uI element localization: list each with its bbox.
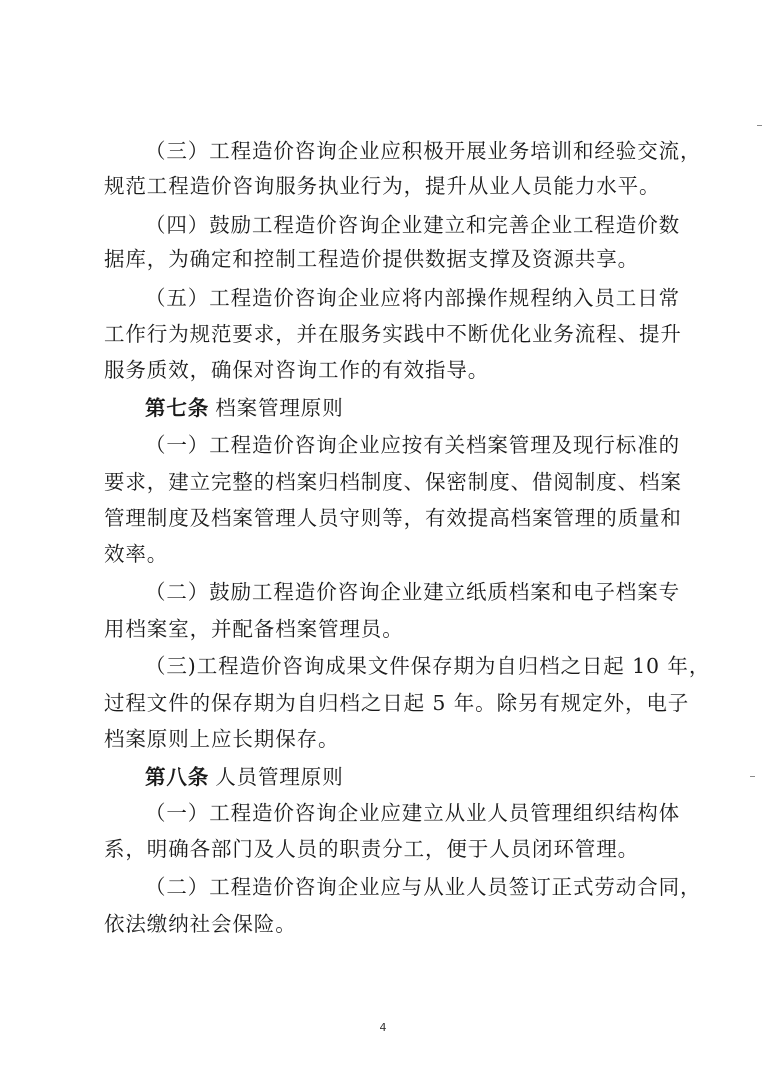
text-line: 规范工程造价咨询服务执业行为，提升从业人员能力水平。 [104, 174, 661, 198]
scan-artifact [750, 776, 755, 777]
text-line: 管理制度及档案管理人员守则等，有效提高档案管理的质量和 [104, 506, 682, 530]
text-line: 依法缴纳社会保险。 [104, 912, 297, 936]
scan-artifact [757, 125, 762, 126]
page-number: 4 [379, 1021, 387, 1034]
article-7-title: 档案管理原则 [215, 396, 344, 420]
text-line: （三)工程造价咨询成果文件保存期为自归档之日起 10 年， [145, 654, 711, 678]
text-line: 过程文件的保存期为自归档之日起 5 年。除另有规定外，电子 [104, 691, 690, 715]
article-8-heading [145, 764, 344, 790]
text-line: 用档案室，并配备档案管理员。 [104, 617, 404, 641]
text-line: 工作行为规范要求，并在服务实践中不断优化业务流程、提升 [104, 322, 682, 346]
article-8-title: 人员管理原则 [215, 765, 344, 789]
article-7-heading [145, 395, 344, 421]
text-line: 效率。 [104, 542, 169, 566]
article-7-number: 第七条 [145, 396, 210, 420]
text-line: 据库，为确定和控制工程造价提供数据支撑及资源共享。 [104, 247, 639, 271]
text-line: （四）鼓励工程造价咨询企业建立和完善企业工程造价数 [145, 213, 680, 237]
text-line: （一）工程造价咨询企业应建立从业人员管理组织结构体 [145, 801, 680, 825]
text-line: （二）工程造价咨询企业应与从业人员签订正式劳动合同， [145, 875, 702, 899]
text-line: （二）鼓励工程造价咨询企业建立纸质档案和电子档案专 [145, 580, 680, 604]
text-line: （五）工程造价咨询企业应将内部操作规程纳入员工日常 [145, 286, 680, 310]
article-8-number: 第八条 [145, 765, 210, 789]
text-line: 系，明确各部门及人员的职责分工，便于人员闭环管理。 [104, 837, 639, 861]
text-line: 要求，建立完整的档案归档制度、保密制度、借阅制度、档案 [104, 470, 682, 494]
text-line: （三）工程造价咨询企业应积极开展业务培训和经验交流， [145, 139, 702, 163]
text-line: （一）工程造价咨询企业应按有关档案管理及现行标准的 [145, 433, 680, 457]
text-line: 服务质效，确保对咨询工作的有效指导。 [104, 358, 490, 382]
text-line: 档案原则上应长期保存。 [104, 727, 340, 751]
